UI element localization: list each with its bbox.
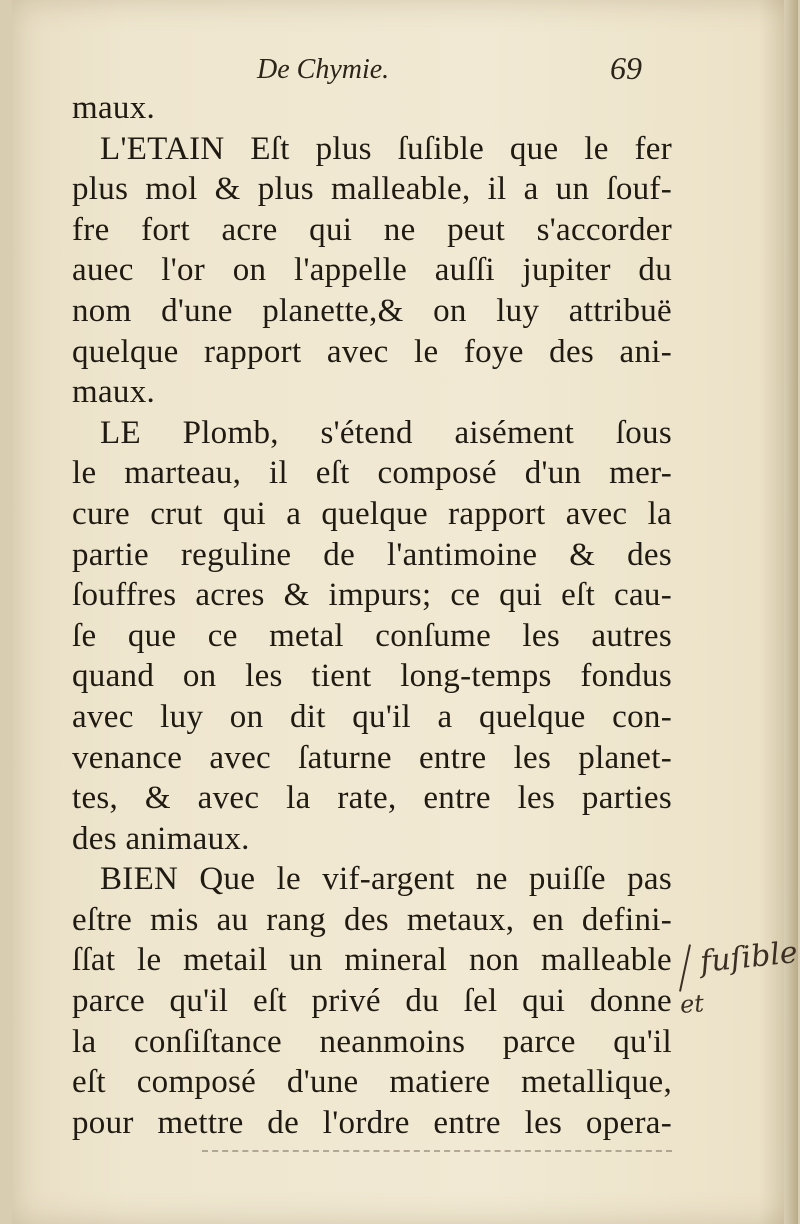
text-line: maux. xyxy=(72,374,156,411)
page-edge xyxy=(784,0,798,1224)
running-head-title: De Chymie. xyxy=(257,54,390,85)
margin-bracket xyxy=(679,944,691,991)
body-text xyxy=(72,88,672,1143)
text-line: LE Plomb, s'étend aisément ſous xyxy=(100,414,672,451)
text-line: ſſat le metail un mineral non malleable xyxy=(72,942,672,979)
text-line: partie reguline de l'antimoine & des xyxy=(72,536,672,573)
text-line: eſt composé d'une matiere metallique, xyxy=(72,1064,672,1101)
text-line: L'ETAIN Eſt plus ſuſible que le fer xyxy=(100,130,672,167)
text-line: nom d'une planette,& on luy attribuë xyxy=(72,292,672,329)
text-line: parce qu'il eſt privé du ſel qui donne xyxy=(72,983,672,1020)
text-line: fre fort acre qui ne peut s'accorder xyxy=(72,211,672,248)
text-line: quand on les tient long-temps fondus xyxy=(72,658,672,695)
text-line: tes, & avec la rate, entre les parties xyxy=(72,780,672,817)
text-line: cure crut qui a quelque rapport avec la xyxy=(72,495,672,532)
margin-annotation: fuſible xyxy=(698,934,800,981)
text-line: des animaux. xyxy=(72,820,250,857)
text-line: auec l'or on l'appelle auſſi jupiter du xyxy=(72,252,672,289)
page-number: 69 xyxy=(610,50,642,86)
text-line: quelque rapport avec le foye des ani- xyxy=(72,333,672,370)
text-line: le marteau, il eſt composé d'un mer- xyxy=(72,455,672,492)
text-line: avec luy on dit qu'il a quelque con- xyxy=(72,698,672,735)
text-line: maux. xyxy=(72,90,156,126)
text-line: pour mettre de l'ordre entre les opera- xyxy=(72,1104,672,1141)
text-line: eſtre mis au rang des metaux, en defini- xyxy=(72,901,672,938)
text-line: ſouffres acres & impurs; ce qui eſt cau- xyxy=(72,577,672,614)
text-line: plus mol & plus malleable, il a un ſouf- xyxy=(72,171,672,208)
text-line: BIEN Que le vif-argent ne puiſſe pas xyxy=(100,861,672,898)
bottom-rule xyxy=(202,1150,672,1154)
text-line: venance avec ſaturne entre les planet- xyxy=(72,739,672,776)
book-page xyxy=(12,0,798,1224)
margin-annotation: et xyxy=(679,989,705,1019)
text-line: ſe que ce metal conſume les autres xyxy=(72,617,672,654)
text-line: la conſiſtance neanmoins parce qu'il xyxy=(72,1023,672,1060)
